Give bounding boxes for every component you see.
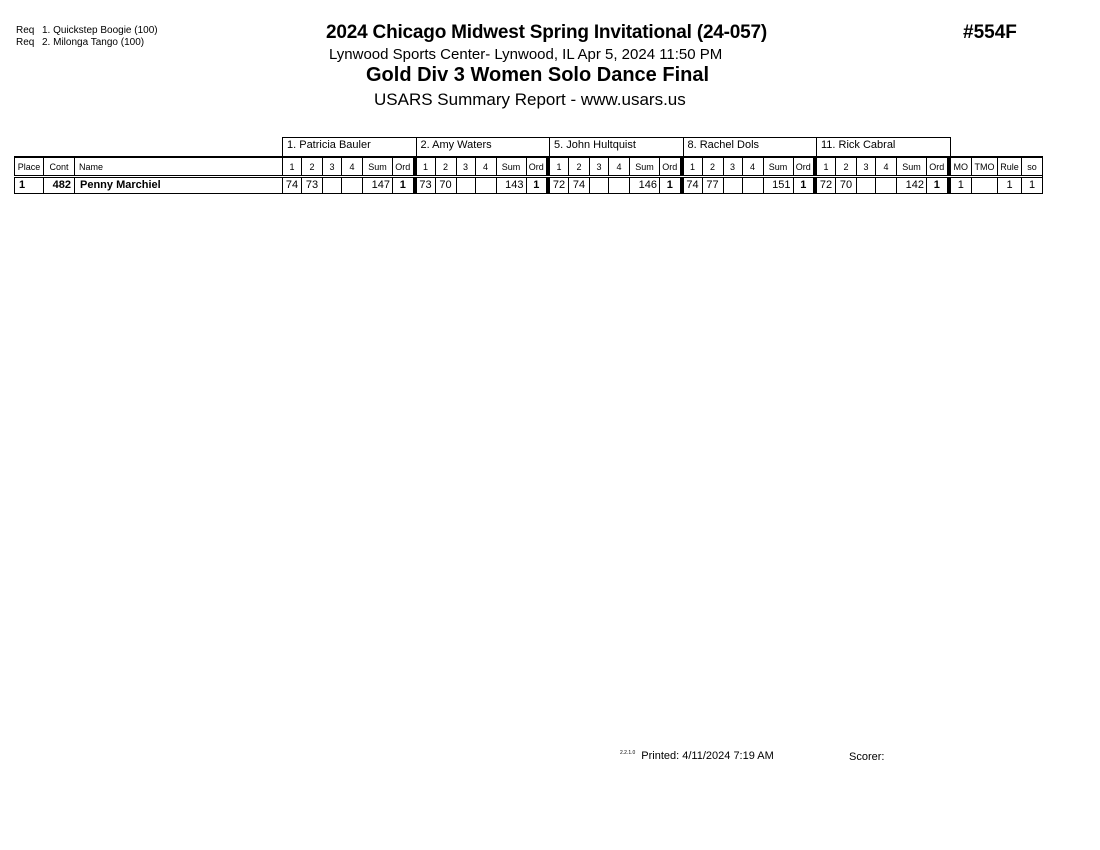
score-4-cell (475, 178, 496, 194)
score-subheader: Ord (659, 157, 683, 175)
requirement-text: 1. Quickstep Boogie (100) (42, 25, 158, 36)
venue-line: Lynwood Sports Center- Lynwood, IL Apr 5, 2024 11:50 PM (329, 46, 723, 63)
so-header: so (1021, 157, 1042, 175)
competition-title: 2024 Chicago Midwest Spring Invitational (24-057) (326, 22, 768, 43)
score-3-cell (856, 178, 875, 194)
judge-header: 11. Rick Cabral (816, 137, 951, 156)
score-subheader: 2 (702, 157, 723, 175)
ord-cell: 1 (793, 178, 817, 194)
score-subheader: Sum (496, 157, 526, 175)
report-title: USARS Summary Report - www.usars.us (374, 90, 686, 109)
score-subheader: 3 (723, 157, 742, 175)
requirement-prefix: Req (16, 25, 35, 36)
score-4-cell (875, 178, 896, 194)
score-4-cell (608, 178, 629, 194)
name-cell: Penny Marchiel (74, 178, 282, 194)
place-header: Place (14, 157, 43, 175)
requirement-prefix: Req (16, 37, 35, 48)
score-4-cell (742, 178, 763, 194)
printed-footer (620, 750, 774, 762)
score-subheader: 2 (435, 157, 456, 175)
event-number: #554F (963, 22, 1017, 43)
mo-header: MO (950, 157, 972, 175)
score-subheader: 1 (416, 157, 435, 175)
score-1-cell: 74 (683, 178, 702, 194)
sum-cell: 142 (896, 178, 926, 194)
rule-header: Rule (997, 157, 1021, 175)
so-cell: 1 (1021, 178, 1042, 194)
score-subheader: Ord (526, 157, 550, 175)
score-subheader: 4 (608, 157, 629, 175)
ord-cell: 1 (526, 178, 550, 194)
table-right-rule (1042, 157, 1043, 194)
score-subheader: Sum (763, 157, 793, 175)
score-subheader: 4 (475, 157, 496, 175)
score-2-cell: 73 (301, 178, 322, 194)
cont-header: Cont (43, 157, 74, 175)
score-1-cell: 73 (416, 178, 435, 194)
printed-text: Printed: 4/11/2024 7:19 AM (641, 750, 774, 762)
score-1-cell: 72 (816, 178, 835, 194)
mo-cell: 1 (950, 178, 972, 194)
tmo-cell (971, 178, 997, 194)
tmo-header: TMO (971, 157, 997, 175)
score-subheader: Sum (896, 157, 926, 175)
score-subheader: 1 (282, 157, 301, 175)
score-subheader: 1 (816, 157, 835, 175)
score-subheader: 2 (835, 157, 856, 175)
judge-header: 1. Patricia Bauler (282, 137, 417, 156)
score-3-cell (589, 178, 608, 194)
score-4-cell (341, 178, 362, 194)
event-title: Gold Div 3 Women Solo Dance Final (366, 64, 710, 86)
score-subheader: 4 (875, 157, 896, 175)
requirement-line (16, 37, 144, 49)
cont-cell: 482 (43, 178, 74, 194)
scorer-label: Scorer: (849, 751, 885, 763)
score-subheader: 3 (322, 157, 341, 175)
name-header: Name (74, 157, 282, 175)
score-subheader: 1 (549, 157, 568, 175)
sum-cell: 146 (629, 178, 659, 194)
score-subheader: 1 (683, 157, 702, 175)
score-3-cell (456, 178, 475, 194)
score-subheader: 3 (856, 157, 875, 175)
score-1-cell: 72 (549, 178, 568, 194)
requirement-line (16, 25, 158, 37)
score-subheader: Sum (362, 157, 392, 175)
judge-header: 5. John Hultquist (549, 137, 684, 156)
score-subheader: Ord (392, 157, 416, 175)
judge-header: 8. Rachel Dols (683, 137, 818, 156)
ord-cell: 1 (926, 178, 950, 194)
rule-cell: 1 (997, 178, 1021, 194)
score-2-cell: 70 (435, 178, 456, 194)
score-subheader: Ord (793, 157, 817, 175)
score-subheader: 2 (568, 157, 589, 175)
score-subheader: 2 (301, 157, 322, 175)
score-subheader: 4 (341, 157, 362, 175)
judge-header: 2. Amy Waters (416, 137, 551, 156)
score-3-cell (322, 178, 341, 194)
version-code: 2.2.1.0 (620, 750, 636, 756)
score-2-cell: 74 (568, 178, 589, 194)
score-3-cell (723, 178, 742, 194)
sum-cell: 147 (362, 178, 392, 194)
score-subheader: 4 (742, 157, 763, 175)
requirement-text: 2. Milonga Tango (100) (42, 37, 145, 48)
ord-cell: 1 (392, 178, 416, 194)
score-2-cell: 70 (835, 178, 856, 194)
place-cell: 1 (14, 178, 43, 194)
ord-cell: 1 (659, 178, 683, 194)
score-1-cell: 74 (282, 178, 301, 194)
score-subheader: 3 (456, 157, 475, 175)
sum-cell: 143 (496, 178, 526, 194)
sum-cell: 151 (763, 178, 793, 194)
score-2-cell: 77 (702, 178, 723, 194)
score-subheader: Sum (629, 157, 659, 175)
score-subheader: 3 (589, 157, 608, 175)
score-subheader: Ord (926, 157, 950, 175)
